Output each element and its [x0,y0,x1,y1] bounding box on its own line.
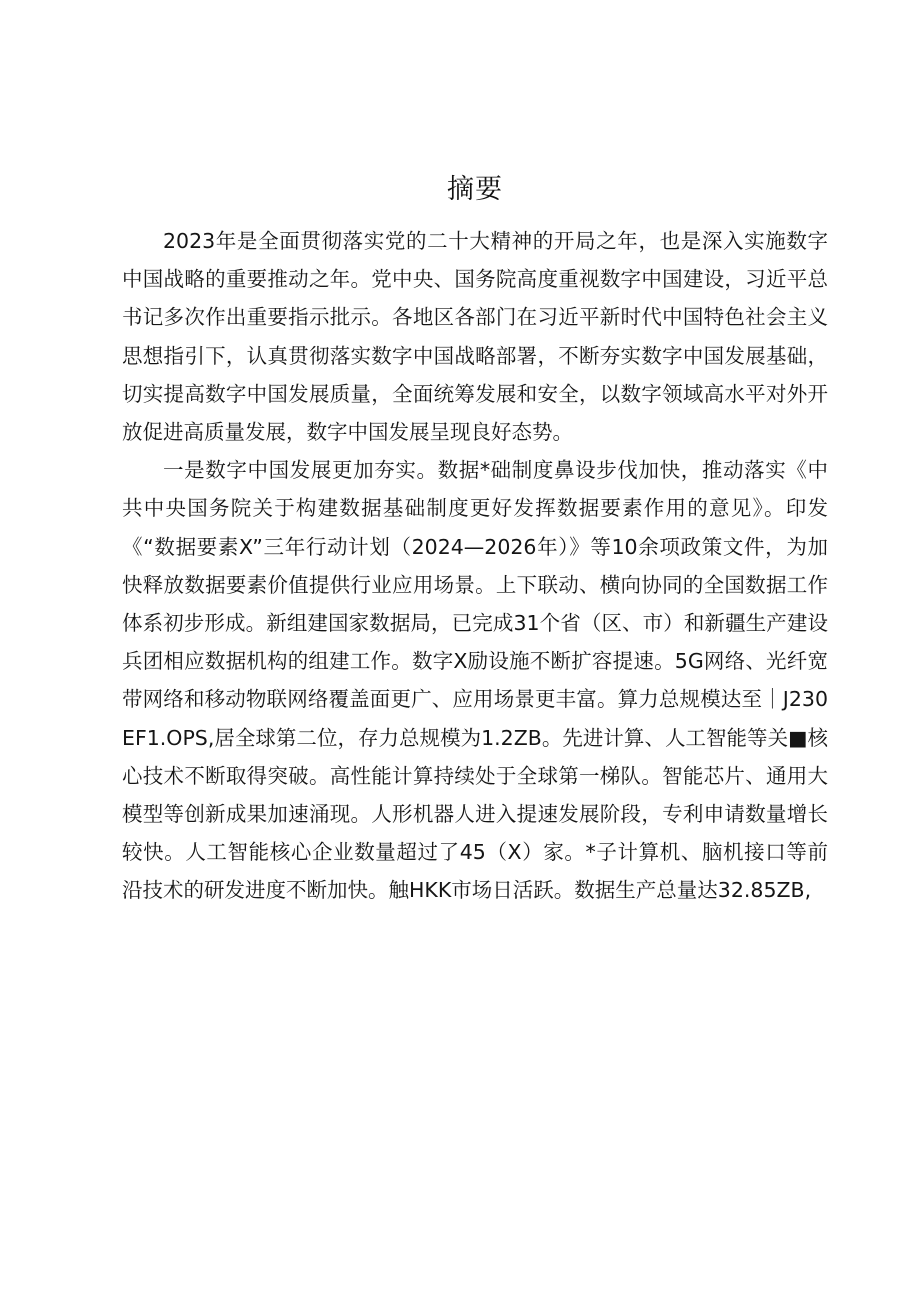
paragraph-intro: 2023年是全面贯彻落实党的二十大精神的开局之年，也是深入实施数字中国战略的重要推动之年。党中央、国务院高度重视数字中国建设，习近平总书记多次作出重要指示批示。各地区各部门在习近平新时代中国特色社会主义思想指引下，认真贯彻落实数字中国战略部署，不断夯实数字中国发展基础，切实提高数字中国发展质量，全面统筹发展和安全，以数字领域高水平对外开放促进高质量发展，数字中国发展呈现良好态势。 [122,229,828,445]
document-title: 摘要 [447,174,503,205]
paragraph-foundation: 一是数字中国发展更加夯实。数据*础制度鼻设步伐加快，推动落实《中共中央国务院关于构建数据基础制度更好发挥数据要素作用的意见》。印发《“数据要素X”三年行动计划（2024—2026年）》等10余项政策文件，为加快释放数据要素价值提供行业应用场景。上下联动、横向协同的全国数据工作体系初步形成。新组建国家数据局，已完成31个省（区、市）和新疆生产建设兵团相应数据机构的组建工作。数字X励设施不断扩容提速。5G网络、光纤宽带网络和移动物联网络覆盖面更广、应用场景更丰富。算力总规模达至｜J230EF1.OPS,居全球第二位，存力总规模为1.2ZB。先进计算、人工智能等关■核心技术不断取得突破。高性能计算持续处于全球第一梯队。智能芯片、通用大模型等创新成果加速涌现。人形机器人进入提速发展阶段，专利申请数量增长较快。人工智能核心企业数量超过了45（X）家。*子计算机、脑机接口等前沿技术的研发进度不断加快。触HKK市场日活跃。数据生产总量达32.85ZB, [122,458,828,903]
document-body [122,168,828,910]
